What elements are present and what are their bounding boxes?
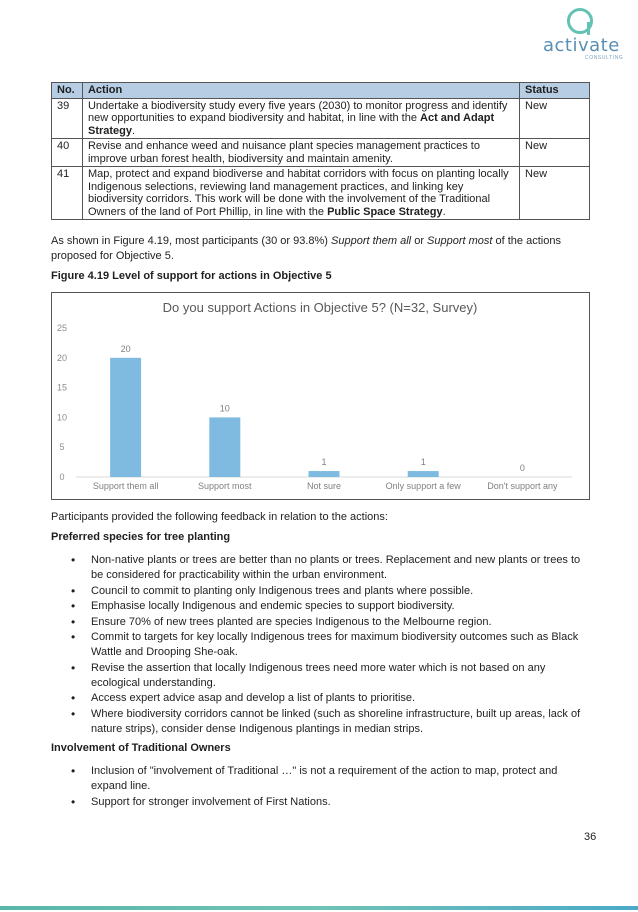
row-action: Revise and enhance weed and nuisance plant species management practices to improve urban forest health, biodiversity and maintain amenity. [82,139,519,167]
bar-data-label: 20 [120,343,131,354]
table-row [52,98,590,139]
y-tick-label: 20 [56,352,68,363]
table-header-row [52,83,590,99]
table-row [52,139,590,167]
logo-wordmark: activate [543,35,620,56]
table-row [52,167,590,220]
bar-data-label: 10 [219,403,230,414]
section-heading-species: Preferred species for tree planting [51,531,231,543]
y-tick-label: 5 [59,442,65,453]
support-chart [51,292,590,500]
y-tick-label: 25 [56,323,68,333]
row-number: 40 [52,139,83,167]
chart-title: Do you support Actions in Objective 5? (N=32, Survey) [162,300,478,315]
list-item: • Ensure 70% of new trees planted are species Indigenous to the Melbourne region. [51,615,593,630]
list-item: • Access expert advice asap and develop a list of plants to prioritise. [51,691,593,706]
bar-data-label: 1 [420,457,426,468]
bar-data-label: 0 [519,463,525,473]
page-number: 36 [584,831,597,843]
category-label: Not sure [306,481,342,491]
list-item: • Support for stronger involvement of First Nations. [51,795,593,810]
traditional-owners-bullet-list [51,764,593,810]
chart-bar [408,471,439,477]
list-item: • Where biodiversity corridors cannot be linked (such as shoreline infrastructure, built up areas, lack of nature strips), consider dense Indigenous plantings in median strips. [51,707,593,737]
category-label: Only support a few [385,481,461,491]
figure-caption: Figure 4.19 Level of support for actions in Objective 5 [51,270,332,282]
header-no: No. [52,83,83,99]
row-number: 39 [52,98,83,139]
list-item: • Inclusion of "involvement of Traditional …" is not a requirement of the action to map, protect and expand line. [51,764,593,794]
species-bullet-list [51,553,593,737]
chart-svg [52,293,589,499]
bar-data-label: 1 [321,457,327,468]
row-action: Undertake a biodiversity study every five years (2030) to monitor progress and identify new opportunities to expand biodiversity and habitat, in line with the Act and Adapt Strategy. [82,98,519,139]
y-tick-label: 0 [59,472,65,482]
chart-bar [309,471,340,477]
category-label: Don't support any [487,481,558,491]
list-item: • Emphasise locally Indigenous and endemic species to support biodiversity. [51,599,593,614]
section-heading-traditional-owners: Involvement of Traditional Owners [51,742,231,754]
row-number: 41 [52,167,83,220]
actions-table [51,82,590,220]
row-action: Map, protect and expand biodiverse and habitat corridors with focus on planting locally Indigenous selections, reviewing land management practices, and linking key biodiversity corridors. This work will be done with the involvement of the Traditional Owners of the land of Port Phillip, in line with the Public Space Strategy. [82,167,519,220]
chart-bar [110,358,141,477]
chart-bar [209,417,240,477]
feedback-intro: Participants provided the following feedback in relation to the actions: [51,511,388,523]
footer-bar [0,906,638,910]
list-item: • Commit to targets for key locally Indigenous trees for maximum biodiversity outcomes such as Black Wattle and Drooping She-oak. [51,630,593,660]
row-status: New [520,167,590,220]
category-label: Support them all [92,481,159,491]
list-item: • Revise the assertion that locally Indigenous trees need more water which is not based on any ecological understanding. [51,661,593,691]
header-status: Status [520,83,590,99]
y-tick-label: 15 [56,382,68,393]
activate-consulting-logo [543,8,625,60]
list-item: • Non-native plants or trees are better than no plants or trees. Replacement and new plants or trees to be considered for practicability within the urban environment. [51,553,593,583]
row-status: New [520,98,590,139]
header-action: Action [82,83,519,99]
list-item: • Council to commit to planting only Indigenous trees and plants where possible. [51,584,593,599]
logo-subtitle: CONSULTING [585,55,624,61]
category-label: Support most [198,481,252,491]
intro-paragraph: As shown in Figure 4.19, most participants (30 or 93.8%) Support them all or Support most of the actions proposed for Objective 5. [51,235,561,262]
y-tick-label: 10 [56,412,68,423]
row-status: New [520,139,590,167]
